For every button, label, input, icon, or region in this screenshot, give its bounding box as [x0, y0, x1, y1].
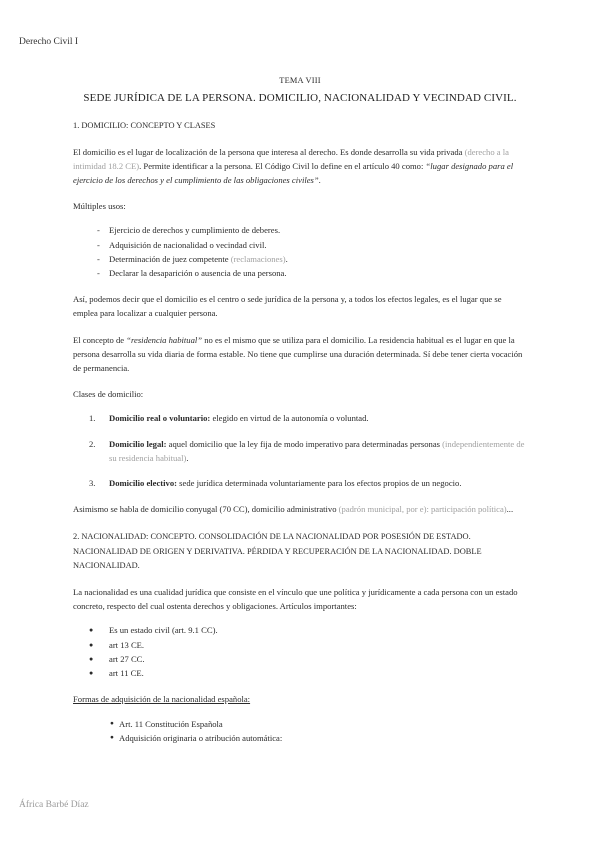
clase-item: 1. Domicilio real o voluntario: elegido en virtud de la autonomía o voluntad. — [89, 413, 369, 424]
paragraph-domicilio-definicion: El domicilio es el lugar de localización de la persona que interesa al derecho. Es donde desarrolla su vida privada (derecho a la intimidad 18.2 CE). Permite identificar a la persona. El Código Civil lo define en el artículo 40 como: “lugar designado para el ejercicio de los derechos y el cumplimiento de las obligaciones civiles”. — [73, 146, 514, 186]
forma-item: ● Adquisición originaria o atribución automática: — [119, 731, 527, 745]
usos-list — [73, 223, 527, 280]
usos-item: - Determinación de juez competente (reclamaciones). — [109, 252, 527, 266]
paragraph-nacionalidad: La nacionalidad es una cualidad jurídica que consiste en el vínculo que une política y jurídicamente a cada persona con un estado concreto, respecto del cual ostenta derechos y obligaciones. Artículos importantes: — [73, 587, 518, 612]
paragraph-residencia-habitual: El concepto de “residencia habitual” no es el mismo que se utiliza para el domicilio. La residencia habitual es el lugar en que la persona desarrolla su vida diaria de forma estable. No tiene que cumplirse una duración determinada. Sí debe tener cierta vocación de permanencia. — [73, 334, 523, 374]
paragraph-otros-domicilios: Asimismo se habla de domicilio conyugal (70 CC), domicilio administrativo (padrón municipal, por e): participación política)... — [73, 504, 514, 515]
articulo-item: ● art 11 CE. — [109, 666, 527, 680]
usos-label: Múltiples usos: — [73, 201, 126, 212]
formas-label: Formas de adquisición de la nacionalidad española: — [73, 694, 251, 705]
section-heading-domicilio: 1. DOMICILIO: CONCEPTO Y CLASES — [73, 121, 216, 131]
paragraph-sede-juridica: Así, podemos decir que el domicilio es el centro o sede jurídica de la persona y, a todos los efectos legales, es el lugar que se emplea para localizar a cualquier persona. — [73, 294, 502, 319]
usos-item: - Ejercicio de derechos y cumplimiento de deberes. — [109, 223, 527, 237]
clases-label: Clases de domicilio: — [73, 389, 144, 400]
document-body — [73, 74, 527, 745]
tema-label: TEMA VIII — [279, 76, 321, 85]
clases-list — [73, 411, 527, 490]
clase-item: 2. Domicilio legal: aquel domicilio que la ley fija de modo imperativo para determinadas personas (independientemente de su residencia habitual). — [89, 438, 525, 463]
articulo-item: ● art 13 CE. — [109, 638, 527, 652]
clase-item: 3. Domicilio electivo: sede jurídica determinada voluntariamente para los efectos propios de un negocio. — [89, 478, 462, 489]
articulos-list — [73, 623, 527, 680]
section-heading-nacionalidad: 2. NACIONALIDAD: CONCEPTO. CONSOLIDACIÓN DE LA NACIONALIDAD POR POSESIÓN DE ESTADO. NACIONALIDAD DE ORIGEN Y DERIVATIVA. PÉRDIDA Y RECUPERACIÓN DE LA NACIONALIDAD. DOBLE NACIONALIDAD. — [73, 532, 482, 570]
document-title: SEDE JURÍDICA DE LA PERSONA. DOMICILIO, NACIONALIDAD Y VECINDAD CIVIL. — [83, 92, 517, 105]
formas-list — [73, 717, 527, 745]
page-header: Derecho Civil I — [19, 37, 79, 47]
usos-item: - Declarar la desaparición o ausencia de una persona. — [109, 266, 527, 280]
articulo-item: ● art 27 CC. — [109, 652, 527, 666]
forma-item: ● Art. 11 Constitución Española — [119, 717, 527, 731]
articulo-item: ● Es un estado civil (art. 9.1 CC). — [109, 623, 527, 637]
page-footer: África Barbé Díaz — [19, 800, 89, 810]
usos-item: - Adquisición de nacionalidad o vecindad civil. — [109, 238, 527, 252]
